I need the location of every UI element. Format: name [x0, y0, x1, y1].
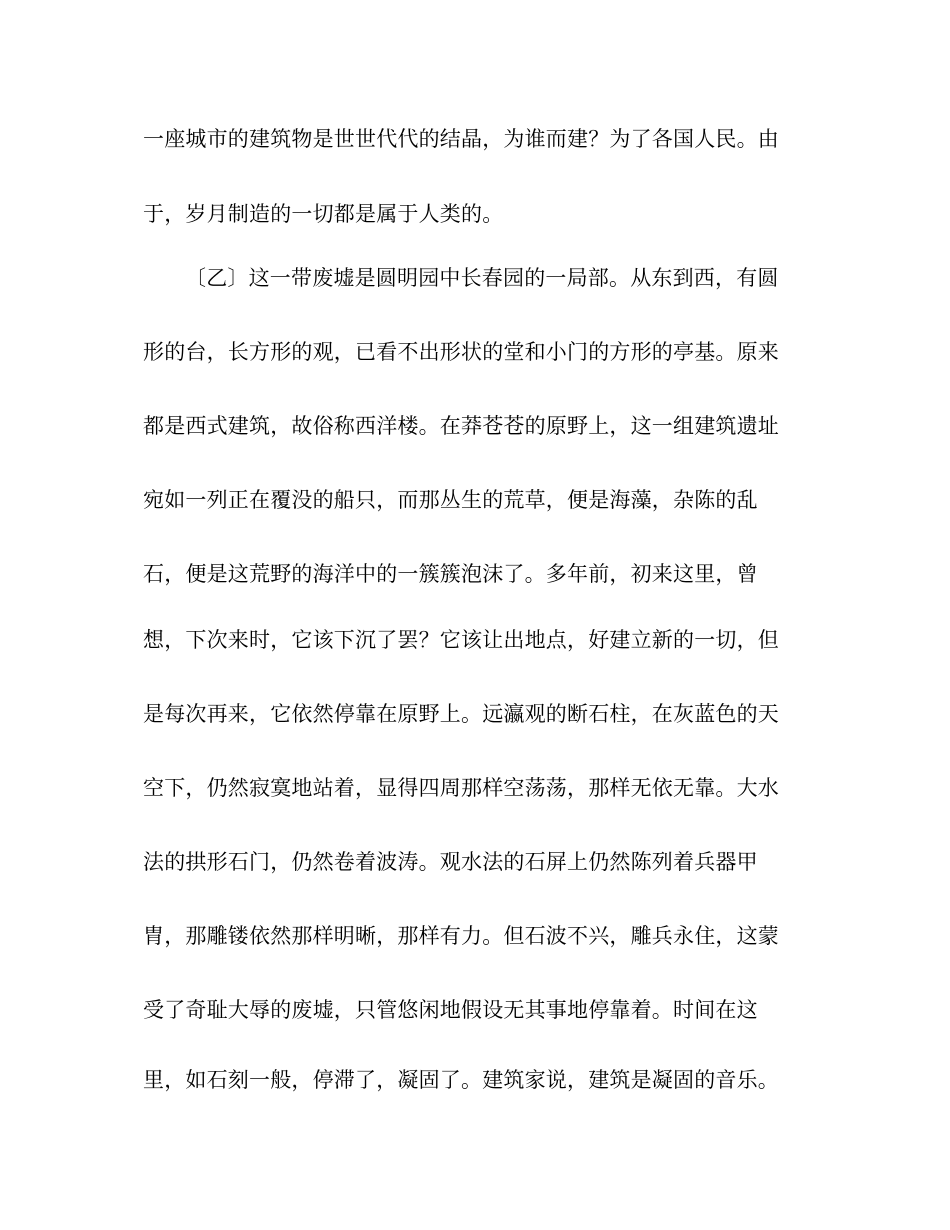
text-line: 里，如石刻一般，停滞了，凝固了。建筑家说，建筑是凝固的音乐。	[143, 1068, 779, 1092]
text-line: 空下，仍然寂寞地站着，显得四周那样空荡荡，那样无依无靠。大水	[143, 776, 779, 800]
text-line: 石，便是这荒野的海洋中的一簇簇泡沫了。多年前，初来这里，曾	[143, 562, 758, 586]
text-line: 宛如一列正在覆没的船只，而那丛生的荒草，便是海藻，杂陈的乱	[143, 488, 758, 512]
text-line: 一座城市的建筑物是世世代代的结晶，为谁而建？为了各国人民。由	[143, 127, 779, 151]
text-line: 受了奇耻大辱的废墟，只管悠闲地假设无其事地停靠着。时间在这	[143, 998, 758, 1022]
text-line: 都是西式建筑，故俗称西洋楼。在莽苍苍的原野上，这一组建筑遗址	[143, 414, 779, 438]
text-line: 胄，那雕镂依然那样明晰，那样有力。但石波不兴，雕兵永住，这蒙	[143, 924, 779, 948]
text-line: 于，岁月制造的一切都是属于人类的。	[143, 202, 504, 226]
text-line: 形的台，长方形的观，已看不出形状的堂和小门的方形的亭基。原来	[143, 340, 779, 364]
text-line: 法的拱形石门，仍然卷着波涛。观水法的石屏上仍然陈列着兵器甲	[143, 850, 758, 874]
paragraph-first-line: 〔乙〕这一带废墟是圆明园中长春园的一局部。从东到西，有圆	[185, 266, 779, 290]
text-line: 是每次再来，它依然停靠在原野上。远瀛观的断石柱，在灰蓝色的天	[143, 702, 779, 726]
text-line: 想，下次来时，它该下沉了罢？它该让出地点，好建立新的一切，但	[143, 628, 779, 652]
